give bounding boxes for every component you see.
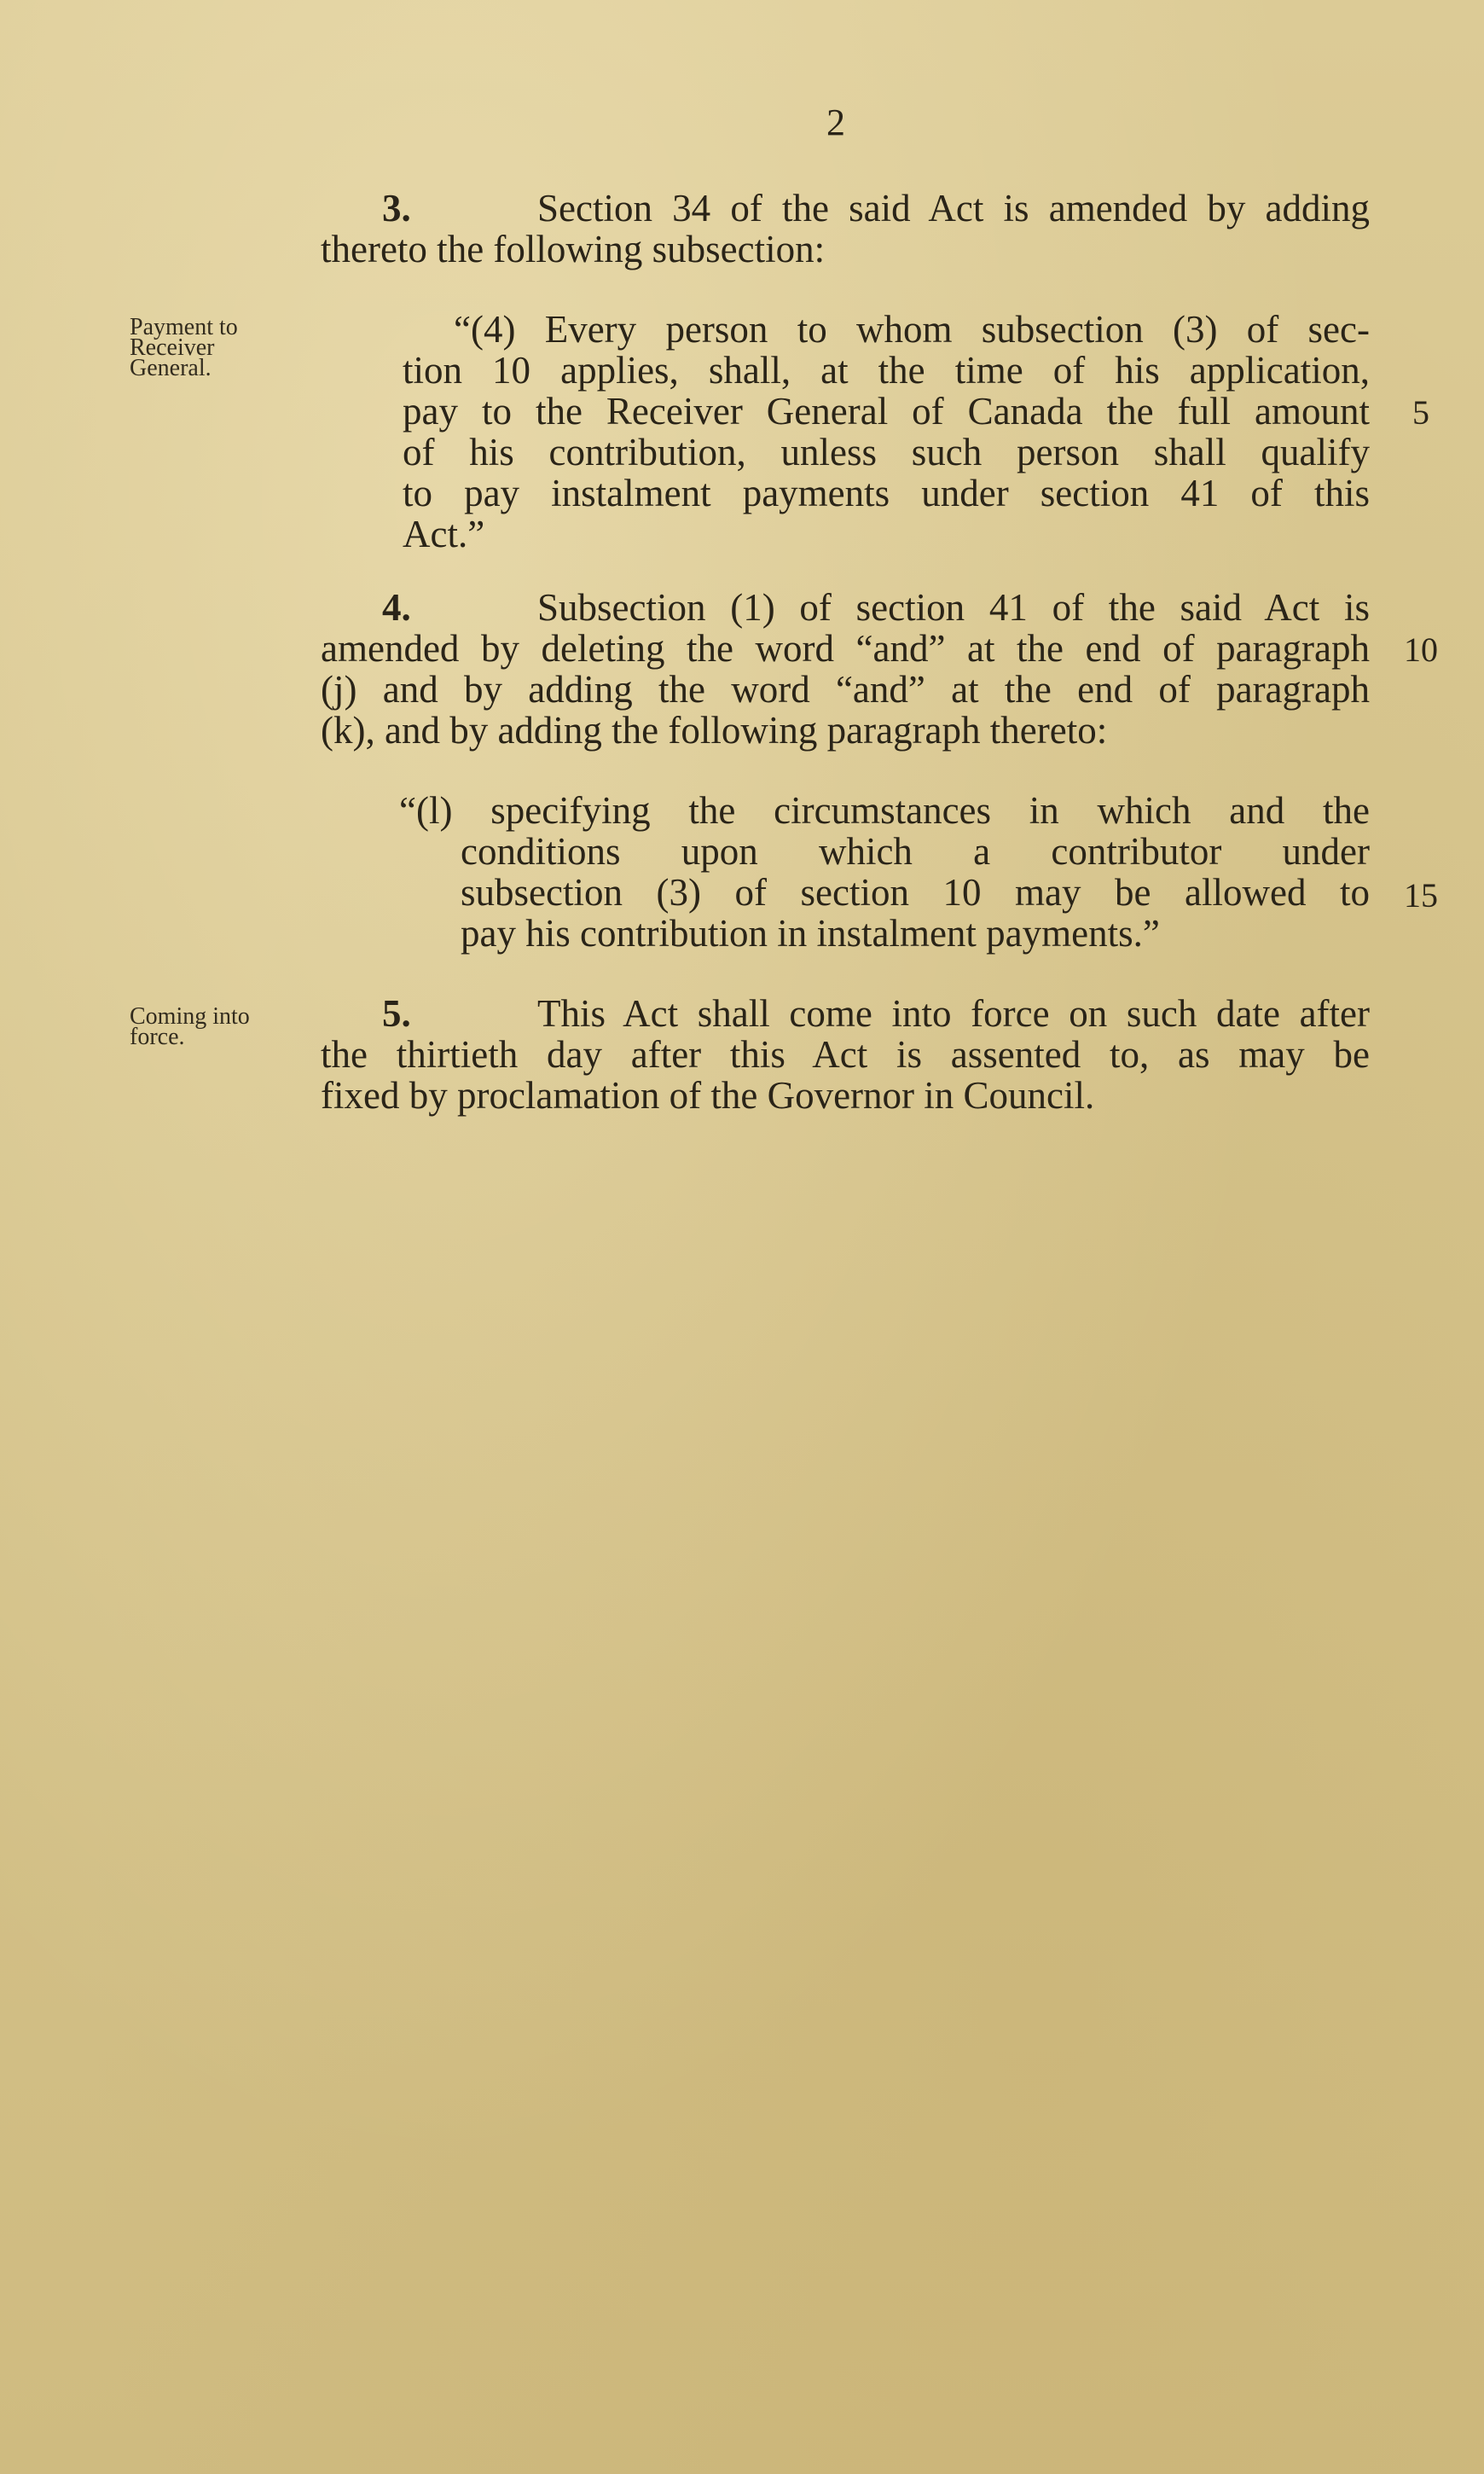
- section-text-line: (k), and by adding the following paragraph thereto:: [321, 709, 1108, 752]
- subsection-4: [403, 309, 1370, 555]
- page-number: 2: [826, 102, 845, 143]
- margin-note-line: force.: [130, 1024, 185, 1050]
- paragraph-text-line: “(l) specifying the circumstances in which and the: [399, 789, 1370, 832]
- paragraph-l: [399, 789, 1370, 955]
- margin-note-line: General.: [130, 355, 212, 381]
- section-text-line: (j) and by adding the word “and” at the end of paragraph: [321, 668, 1370, 711]
- margin-note-coming-into-force: [130, 1003, 300, 1050]
- section-text-line: Section 34 of the said Act is amended by adding: [537, 187, 1370, 229]
- subsection-text-line: “(4) Every person to whom subsection (3) of sec-: [454, 308, 1370, 351]
- line-number: 5: [1412, 393, 1429, 432]
- section-3: [321, 188, 1370, 270]
- subsection-text-line: to pay instalment payments under section 41 of this: [403, 472, 1370, 514]
- subsection-text-line: of his contribution, unless such person shall qualify: [403, 431, 1370, 473]
- section-5: [321, 993, 1370, 1116]
- line-number: 15: [1404, 876, 1438, 915]
- paragraph-text-line: conditions upon which a contributor under: [461, 830, 1370, 873]
- section-number: 3.: [382, 187, 411, 229]
- subsection-text-line: Act.”: [403, 513, 485, 555]
- section-text-line: This Act shall come into force on such date after: [537, 992, 1370, 1035]
- subsection-text-line: tion 10 applies, shall, at the time of his application,: [403, 349, 1370, 392]
- section-text-line: amended by deleting the word “and” at the end of paragraph: [321, 627, 1370, 670]
- paragraph-text-line: pay his contribution in instalment payments.”: [461, 912, 1160, 955]
- section-text-line: Subsection (1) of section 41 of the said Act is: [537, 586, 1370, 629]
- margin-note-line: Payment to: [130, 314, 238, 340]
- line-number: 10: [1404, 630, 1438, 669]
- section-4: [321, 587, 1370, 751]
- margin-note-payment: [130, 314, 300, 381]
- margin-note-line: Receiver: [130, 334, 215, 361]
- section-number: 5.: [382, 992, 411, 1035]
- section-text-line: thereto the following subsection:: [321, 228, 826, 270]
- margin-note-line: Coming into: [130, 1003, 250, 1030]
- subsection-text-line: pay to the Receiver General of Canada the full amount: [403, 390, 1370, 433]
- section-text-line: fixed by proclamation of the Governor in Council.: [321, 1074, 1095, 1117]
- section-number: 4.: [382, 586, 411, 629]
- section-text-line: the thirtieth day after this Act is assented to, as may be: [321, 1033, 1370, 1076]
- paragraph-text-line: subsection (3) of section 10 may be allowed to: [461, 871, 1370, 914]
